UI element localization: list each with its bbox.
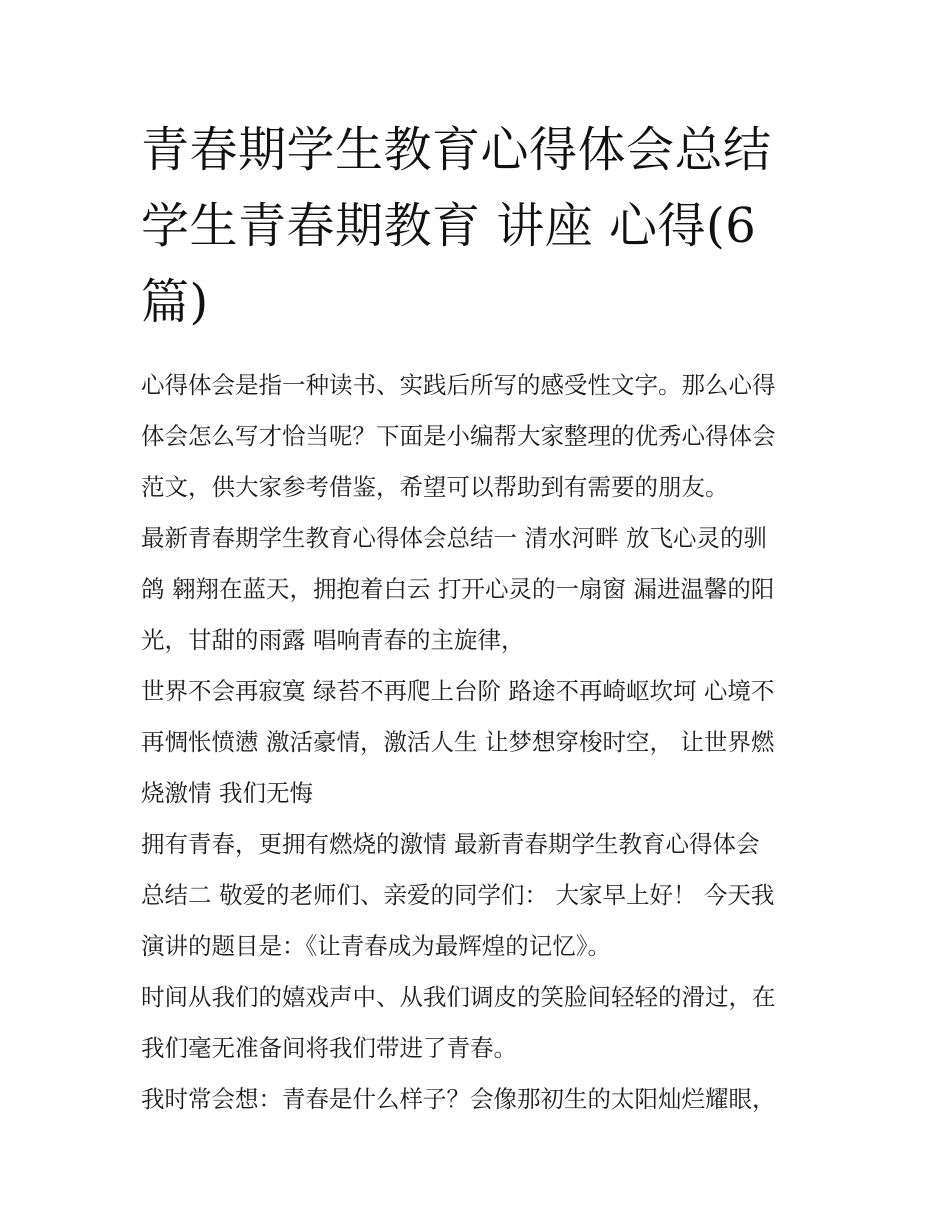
text-line: 体会怎么写才恰当呢？下面是小编帮大家整理的优秀心得体会 bbox=[141, 422, 776, 450]
paragraph-time bbox=[141, 972, 821, 1074]
text-line: 拥有青春，更拥有燃烧的激情 最新青春期学生教育心得体会 bbox=[141, 830, 760, 858]
document-content bbox=[141, 112, 821, 1125]
title-line: 青春期学生教育心得体会总结 bbox=[141, 122, 772, 178]
paragraph-poem bbox=[141, 666, 821, 819]
text-line: 时间从我们的嬉戏声中、从我们调皮的笑脸间轻轻的滑过，在 bbox=[141, 983, 776, 1011]
title-line: 篇) bbox=[141, 274, 209, 330]
document-title bbox=[141, 112, 821, 340]
text-line: 我们毫无准备间将我们带进了青春。 bbox=[141, 1034, 517, 1062]
paragraph-question bbox=[141, 1074, 821, 1125]
paragraph-essay-two bbox=[141, 819, 821, 972]
text-line: 演讲的题目是：《让青春成为最辉煌的记忆》。 bbox=[141, 932, 611, 960]
text-line: 鸽 翱翔在蓝天，拥抱着白云 打开心灵的一扇窗 漏进温馨的阳 bbox=[141, 575, 775, 603]
paragraph-essay-one bbox=[141, 513, 821, 666]
title-line: 学生青春期教育 讲座 心得(6 bbox=[141, 198, 757, 254]
text-line: 光，甘甜的雨露 唱响青春的主旋律， bbox=[141, 626, 525, 654]
text-line: 我时常会想：青春是什么样子？会像那初生的太阳灿烂耀眼， bbox=[141, 1085, 776, 1113]
text-line: 心得体会是指一种读书、实践后所写的感受性文字。那么心得 bbox=[141, 371, 776, 399]
text-line: 烧激情 我们无悔 bbox=[141, 779, 313, 807]
text-line: 世界不会再寂寞 绿苔不再爬上台阶 路途不再崎岖坎坷 心境不 bbox=[141, 677, 775, 705]
text-line: 再惆怅愤懑 激活豪情，激活人生 让梦想穿梭时空， 让世界燃 bbox=[141, 728, 775, 756]
text-line: 最新青春期学生教育心得体会总结一 清水河畔 放飞心灵的驯 bbox=[141, 524, 767, 552]
text-line: 范文，供大家参考借鉴，希望可以帮助到有需要的朋友。 bbox=[141, 473, 729, 501]
paragraph-intro bbox=[141, 360, 821, 513]
document-body bbox=[141, 360, 821, 1125]
text-line: 总结二 敬爱的老师们、亲爱的同学们： 大家早上好！ 今天我 bbox=[141, 881, 775, 909]
